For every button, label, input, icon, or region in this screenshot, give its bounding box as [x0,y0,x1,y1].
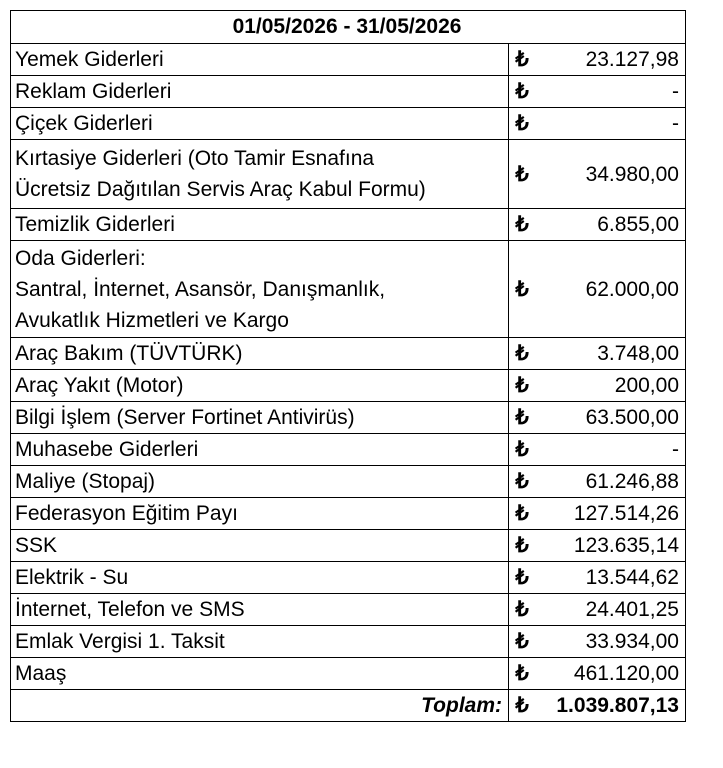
expense-amount: 123.635,14 [535,530,686,562]
expense-sheet [10,10,686,722]
table-row [11,370,686,402]
table-row [11,626,686,658]
expense-amount: 6.855,00 [535,209,686,241]
expense-amount: 3.748,00 [535,338,686,370]
expense-amount: 61.246,88 [535,466,686,498]
table-row [11,658,686,690]
table-row [11,108,686,140]
expense-label: Elektrik - Su [11,562,509,594]
table-row [11,402,686,434]
currency-symbol: ₺ [509,434,536,466]
expense-amount: 23.127,98 [535,44,686,76]
currency-symbol: ₺ [509,626,536,658]
expense-label: Reklam Giderleri [11,76,509,108]
expense-label: Çiçek Giderleri [11,108,509,140]
expense-label: SSK [11,530,509,562]
expense-label: Emlak Vergisi 1. Taksit [11,626,509,658]
table-row [11,44,686,76]
table-row [11,562,686,594]
expense-amount: 13.544,62 [535,562,686,594]
currency-symbol: ₺ [509,594,536,626]
currency-symbol: ₺ [509,402,536,434]
total-amount: 1.039.807,13 [535,690,686,722]
expense-amount: 62.000,00 [535,241,686,338]
currency-symbol: ₺ [509,562,536,594]
expense-amount: - [535,434,686,466]
period-title: 01/05/2026 - 31/05/2026 [11,11,686,44]
expense-label: Yemek Giderleri [11,44,509,76]
table-row [11,338,686,370]
table-row [11,76,686,108]
table-row [11,209,686,241]
expense-amount: 34.980,00 [535,140,686,209]
table-row [11,434,686,466]
currency-symbol: ₺ [509,530,536,562]
currency-symbol: ₺ [509,44,536,76]
expense-amount: 200,00 [535,370,686,402]
currency-symbol: ₺ [509,338,536,370]
currency-symbol: ₺ [509,370,536,402]
expense-label: Temizlik Giderleri [11,209,509,241]
currency-symbol: ₺ [509,498,536,530]
expense-label: Araç Yakıt (Motor) [11,370,509,402]
expense-label: İnternet, Telefon ve SMS [11,594,509,626]
table-row [11,594,686,626]
expense-label: Araç Bakım (TÜVTÜRK) [11,338,509,370]
currency-symbol: ₺ [509,241,536,338]
currency-symbol: ₺ [509,658,536,690]
table-row [11,466,686,498]
expense-label: Federasyon Eğitim Payı [11,498,509,530]
expense-label: Maliye (Stopaj) [11,466,509,498]
currency-symbol: ₺ [509,466,536,498]
expense-table [10,10,686,722]
currency-symbol: ₺ [509,108,536,140]
currency-symbol: ₺ [509,76,536,108]
expense-label: Maaş [11,658,509,690]
expense-label: Oda Giderleri: Santral, İnternet, Asansör, Danışmanlık, Avukatlık Hizmetleri ve Kargo [11,241,509,338]
table-row [11,530,686,562]
table-row [11,498,686,530]
expense-amount: - [535,108,686,140]
expense-label: Muhasebe Giderleri [11,434,509,466]
total-row [11,690,686,722]
expense-label: Kırtasiye Giderleri (Oto Tamir Esnafına Ücretsiz Dağıtılan Servis Araç Kabul Formu) [11,140,509,209]
expense-amount: - [535,76,686,108]
currency-symbol: ₺ [509,140,536,209]
table-row [11,140,686,209]
expense-amount: 63.500,00 [535,402,686,434]
expense-amount: 461.120,00 [535,658,686,690]
table-row [11,241,686,338]
expense-amount: 24.401,25 [535,594,686,626]
currency-symbol: ₺ [509,209,536,241]
expense-label: Bilgi İşlem (Server Fortinet Antivirüs) [11,402,509,434]
expense-amount: 127.514,26 [535,498,686,530]
total-currency-symbol: ₺ [509,690,536,722]
expense-amount: 33.934,00 [535,626,686,658]
total-label: Toplam: [11,690,509,722]
